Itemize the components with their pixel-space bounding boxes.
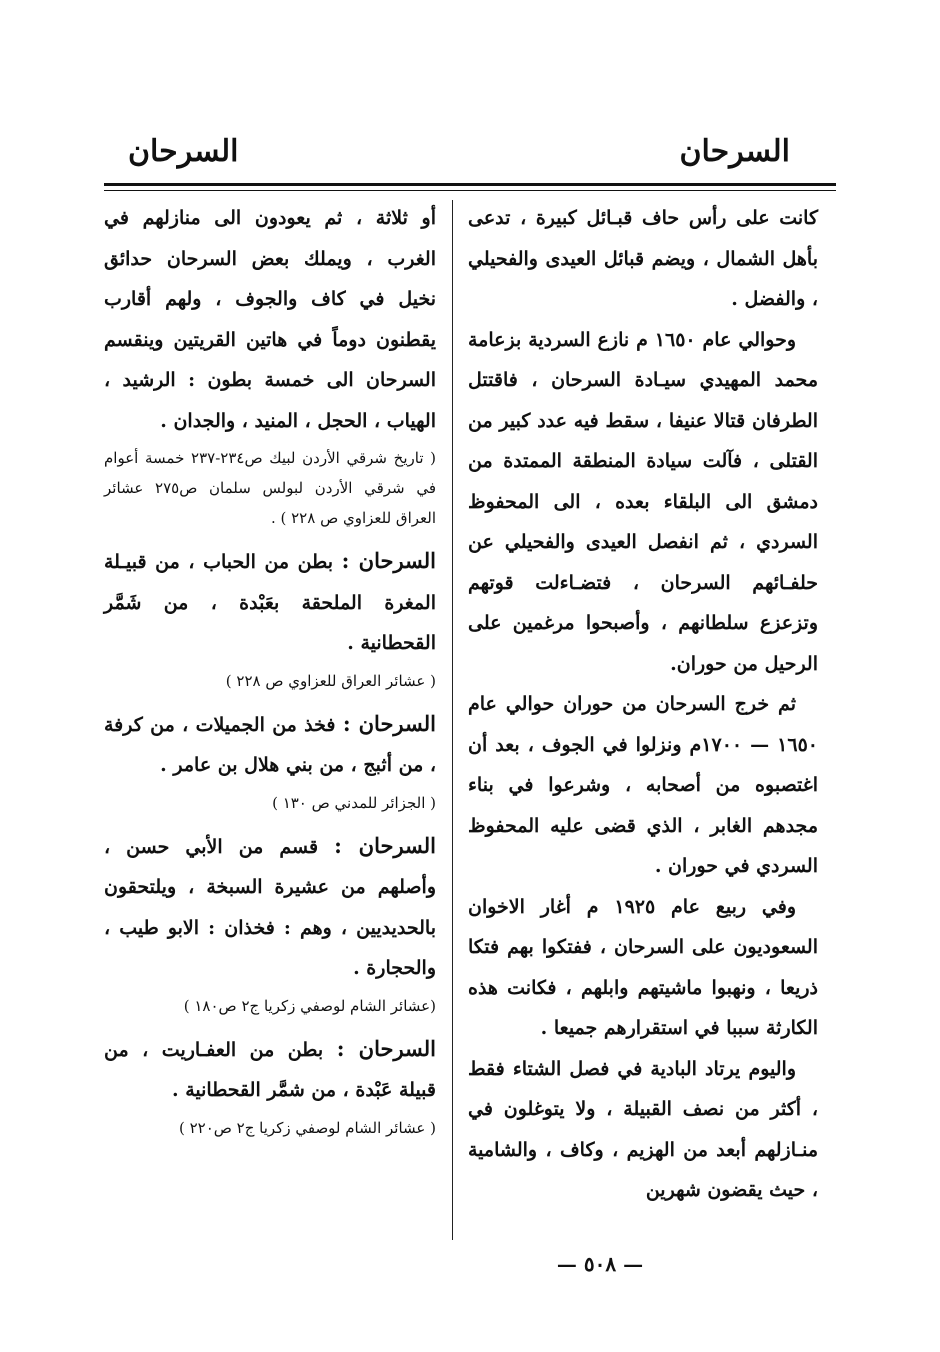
- paragraph: كانت على رأس حاف قبـائل كبيرة ، تدعى بأهل الشمال ، ويضم قبائل العيدى والفحيلي ، والفضل .: [468, 207, 818, 310]
- left-column: [104, 198, 436, 1151]
- entry-text: قسم من الأبي حسن ، وأصلهم من عشيرة السبخة ، ويلتحقون بالحديديين ، وهم : فخذان : الابو طيب ، والحجارة .: [104, 835, 436, 979]
- entry-text: بطن من العفـاريت ، من قبيلة عَبْدة ، من شمَّر القحطانية .: [104, 1038, 436, 1101]
- entry: [104, 1029, 436, 1111]
- running-header-right: السرحان: [679, 134, 790, 169]
- entry-heading: السرحان :: [342, 710, 436, 736]
- entry: [104, 704, 436, 786]
- entry-heading: السرحان :: [336, 1035, 437, 1061]
- entry-heading: السرحان :: [341, 548, 436, 573]
- entry-text: بطن من الحباب ، من قبيـلة المغرة الملحقة بعَبْدة ، من شَمَّر القحطانية .: [104, 551, 436, 654]
- page-number: — ٥٠٨ —: [556, 1252, 644, 1276]
- reference-note: ( عشائر الشام لوصفي زكريا ج٢ ص٢٢٠ ): [178, 1118, 436, 1137]
- entry-text: فخذ من الجميلات ، من كرفة ، من أثبج ، من بني هلال بن عامر .: [104, 713, 436, 776]
- right-column: [468, 198, 818, 1211]
- paragraph: أو ثلاثة ، ثم يعودون الى منازلهم في الغرب ، ويملك بعض السرحان حدائق نخيل في كاف والجوف ، ولهم أقارب يقطنون دوماً في هاتين القريتين وينقسم السرحان الى خمسة بطون : الرشيد ، الهياب ، الحجل ، المنيد ، والجدان .: [104, 207, 436, 432]
- paragraph: وحوالي عام ١٦٥٠ م نازع السردية بزعامة محمد المهيدي سيـادة السرحان ، فاقتتل الطرفان قتالا عنيفا ، سقط فيه عدد كبير من القتلى ، فآلت سيادة المنطقة الممتدة من دمشق الى البلقاء بعده ، الى المحفوظ السردي ، ثم انفصل العيدى والفحيلي عن حلفـائهم السرحان ، فتضـاءلت قوتهم وتزعزع سلطانهم ، وأصبحوا مرغمين على الرحيل من حوران.: [468, 328, 818, 675]
- header-rule-thin: [104, 190, 836, 191]
- reference-note: (عشائر الشام لوصفي زكريا ج٢ ص١٨٠ ): [183, 996, 436, 1015]
- reference-note: ( عشائر العراق للعزاوي ص ٢٢٨ ): [225, 671, 436, 690]
- running-header-left: السرحان: [128, 134, 239, 169]
- entry: [104, 826, 436, 989]
- header-rule-thick: [104, 183, 836, 186]
- paragraph: ثم خرج السرحان من حوران حوالي عام ١٦٥٠ — ١٧٠٠م ونزلوا في الجوف ، بعد أن اغتصبوه من أصحابه ، وشرعوا في بناء مجدهم الغابر ، الذي قضى عليه المحفوظ السردي في حوران .: [468, 693, 818, 877]
- paragraph: واليوم يرتاد البادية في فصل الشتاء فقط ، أكثر من نصف القبيلة ، ولا يتوغلون في منـازلهم أبعد من الهزيم ، وكاف ، والشامية ، حيث يقضون شهرين: [468, 1057, 818, 1201]
- entry: [104, 541, 436, 664]
- reference-note: ( الجزائر للمدني ص ١٣٠ ): [272, 793, 436, 812]
- paragraph: وفي ربيع عام ١٩٢٥ م أغار الاخوان السعوديون على السرحان ، ففتكوا بهم فتكا ذريعا ، ونهبوا ماشيتهم وابلهم ، فكانت هذه الكارثة سببا في استقرارهم جميعا .: [468, 895, 818, 1039]
- reference-note: ( تاريخ شرقي الأردن لبيك ص٢٣٤-٢٣٧ خمسة أعوام في شرقي الأردن لبولس سلمان ص٢٧٥ عشائر العراق للعزاوي ص ٢٢٨ ) .: [104, 449, 436, 527]
- column-divider: [452, 200, 453, 1240]
- entry-heading: السرحان :: [334, 832, 436, 858]
